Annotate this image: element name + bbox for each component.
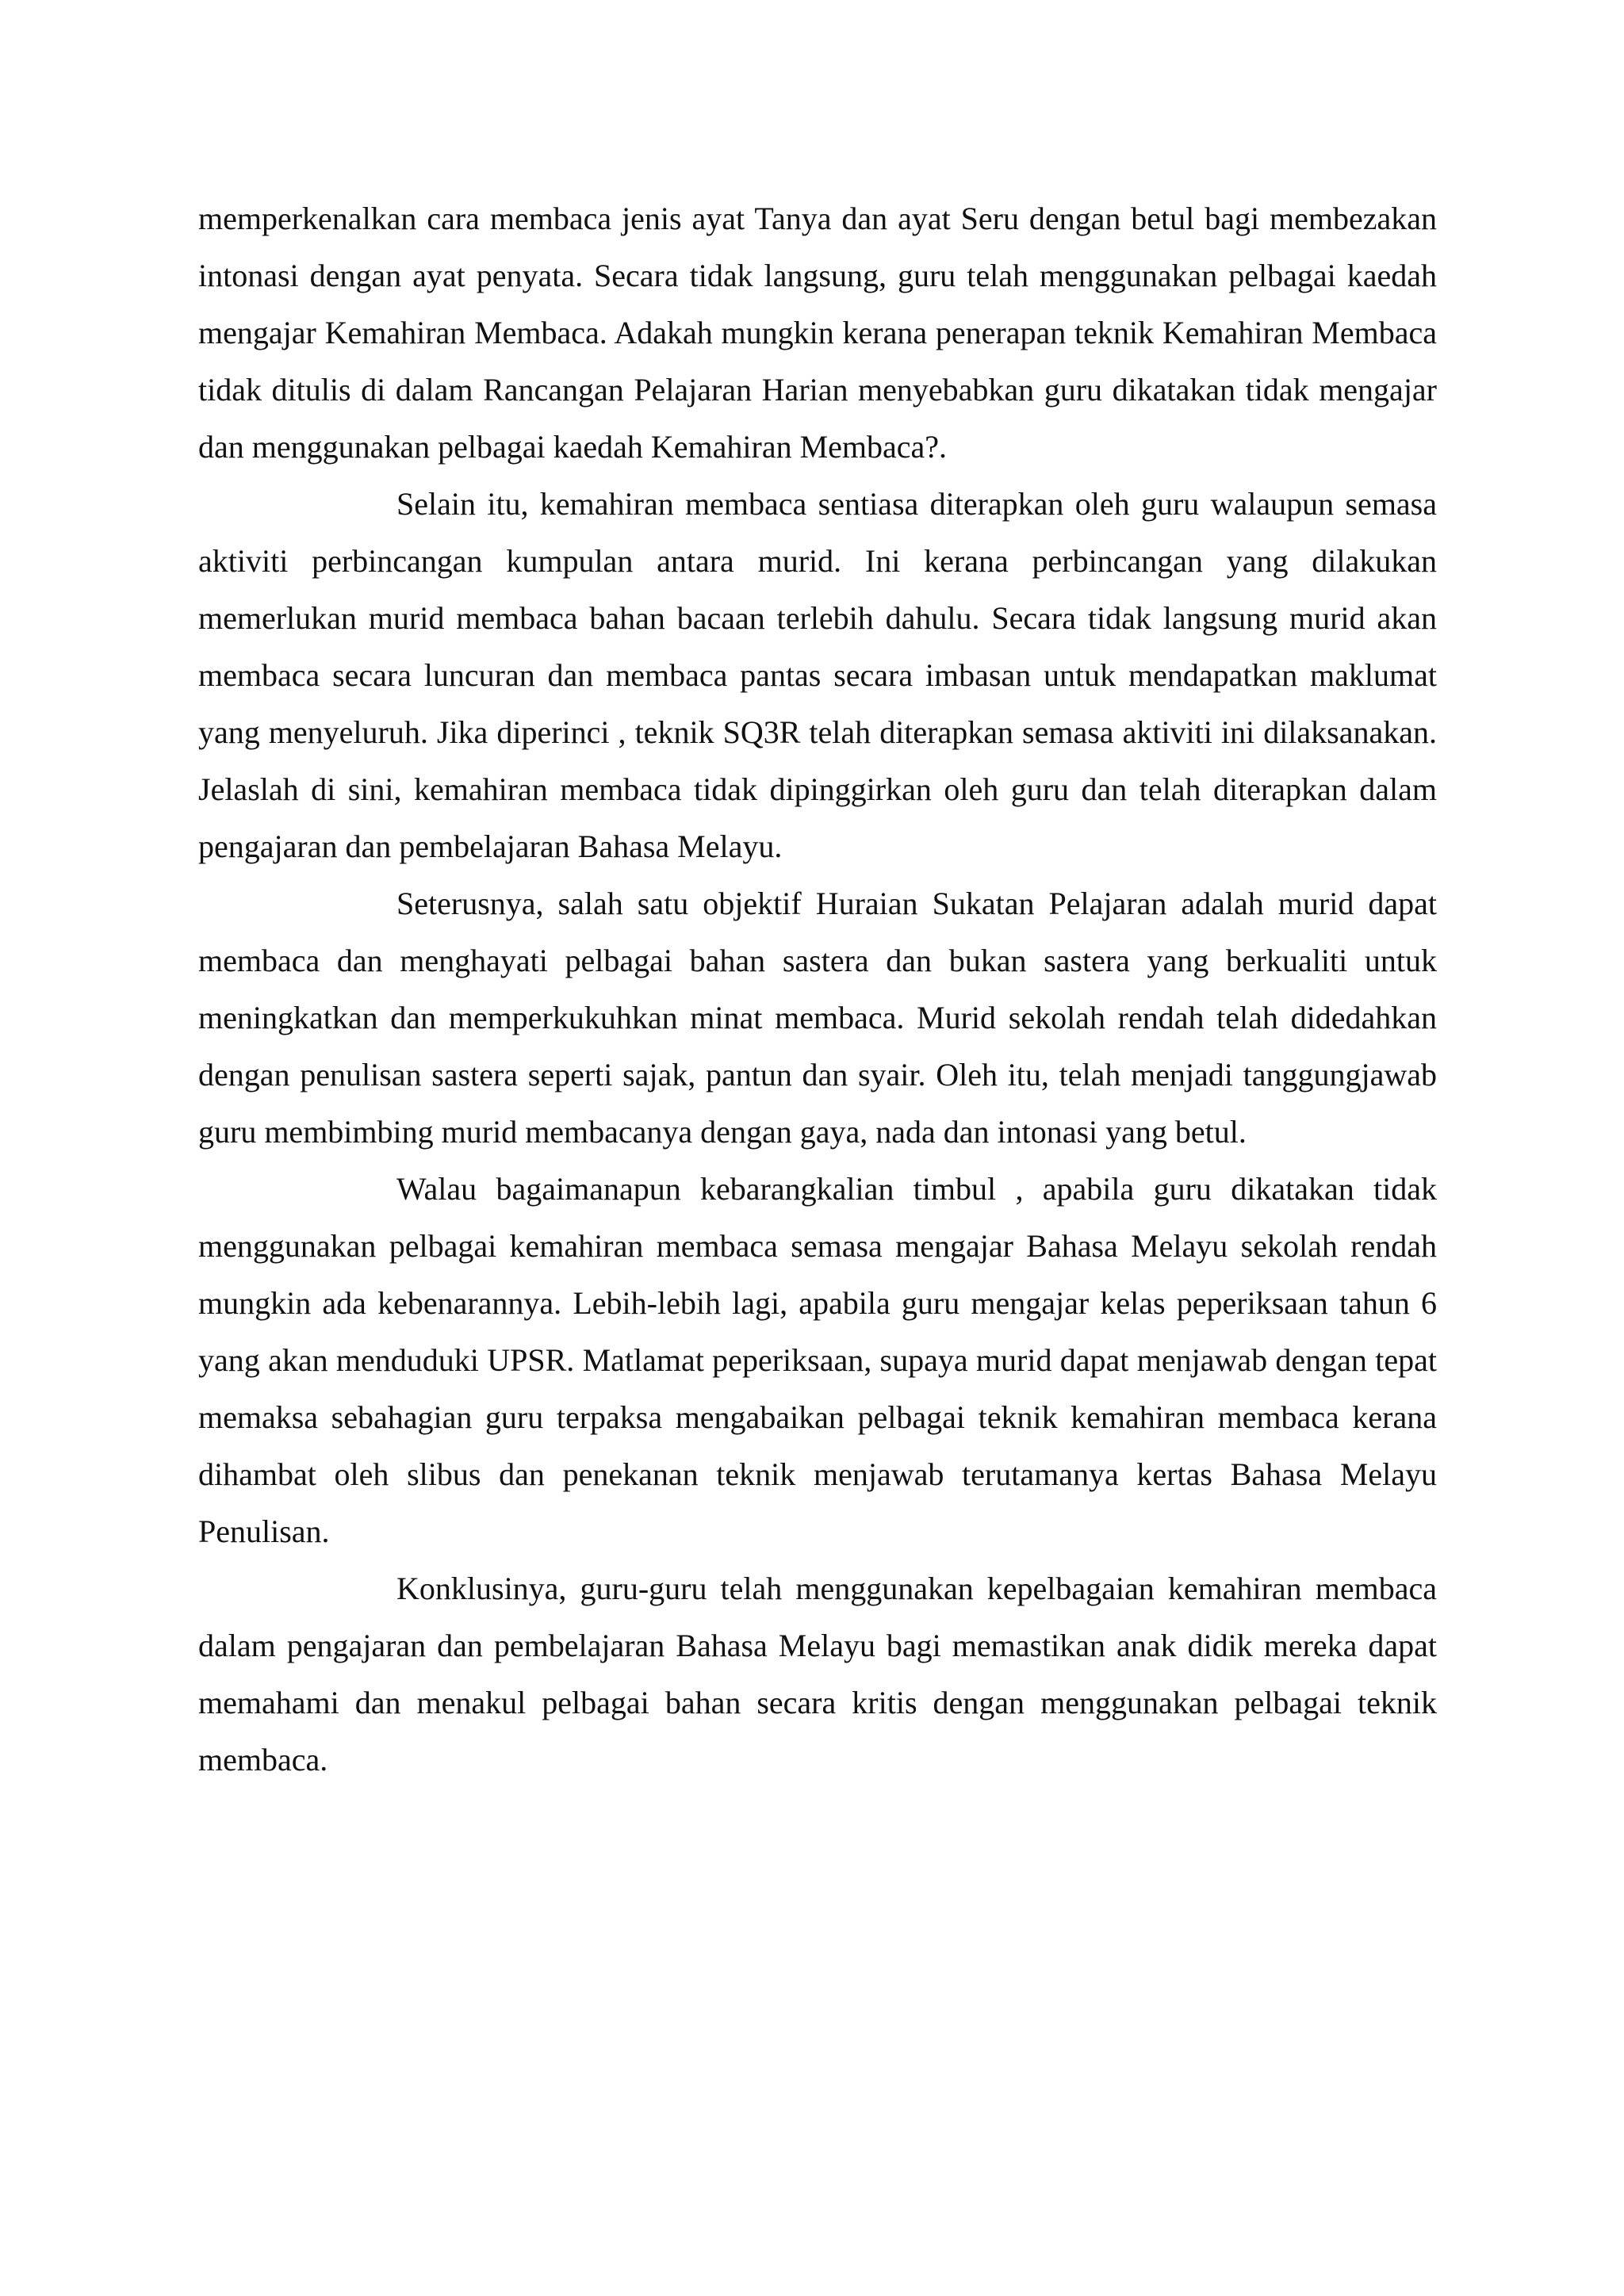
paragraph-4: Walau bagaimanapun kebarangkalian timbul , apabila guru dikatakan tidak menggunakan pelbagai kemahiran membaca semasa mengajar Bahasa Melayu sekolah rendah mungkin ada kebenarannya. Lebih-lebih lagi, apabila guru mengajar kelas peperiksaan tahun 6 yang akan menduduki UPSR. Matlamat peperiksaan, supaya murid dapat menjawab dengan tepat memaksa sebahagian guru terpaksa mengabaikan pelbagai teknik kemahiran membaca kerana dihambat oleh slibus dan penekanan teknik menjawab terutamanya kertas Bahasa Melayu Penulisan. xyxy=(198,1171,1437,1549)
document-body xyxy=(198,190,1437,1789)
paragraph-1: memperkenalkan cara membaca jenis ayat Tanya dan ayat Seru dengan betul bagi membezakan intonasi dengan ayat penyata. Secara tidak langsung, guru telah menggunakan pelbagai kaedah mengajar Kemahiran Membaca. Adakah mungkin kerana penerapan teknik Kemahiran Membaca tidak ditulis di dalam Rancangan Pelajaran Harian menyebabkan guru dikatakan tidak mengajar dan menggunakan pelbagai kaedah Kemahiran Membaca?. xyxy=(198,201,1437,465)
paragraph-5: Konklusinya, guru-guru telah menggunakan kepelbagaian kemahiran membaca dalam pengajaran dan pembelajaran Bahasa Melayu bagi memastikan anak didik mereka dapat memahami dan menakul pelbagai bahan secara kritis dengan menggunakan pelbagai teknik membaca. xyxy=(198,1571,1437,1777)
paragraph-3: Seterusnya, salah satu objektif Huraian Sukatan Pelajaran adalah murid dapat membaca dan menghayati pelbagai bahan sastera dan bukan sastera yang berkualiti untuk meningkatkan dan memperkukuhkan minat membaca. Murid sekolah rendah telah didedahkan dengan penulisan sastera seperti sajak, pantun dan syair. Oleh itu, telah menjadi tanggungjawab guru membimbing murid membacanya dengan gaya, nada dan intonasi yang betul. xyxy=(198,886,1437,1150)
paragraph-2: Selain itu, kemahiran membaca sentiasa diterapkan oleh guru walaupun semasa aktiviti perbincangan kumpulan antara murid. Ini kerana perbincangan yang dilakukan memerlukan murid membaca bahan bacaan terlebih dahulu. Secara tidak langsung murid akan membaca secara luncuran dan membaca pantas secara imbasan untuk mendapatkan maklumat yang menyeluruh. Jika diperinci , teknik SQ3R telah diterapkan semasa aktiviti ini dilaksanakan. Jelaslah di sini, kemahiran membaca tidak dipinggirkan oleh guru dan telah diterapkan dalam pengajaran dan pembelajaran Bahasa Melayu. xyxy=(198,486,1437,864)
